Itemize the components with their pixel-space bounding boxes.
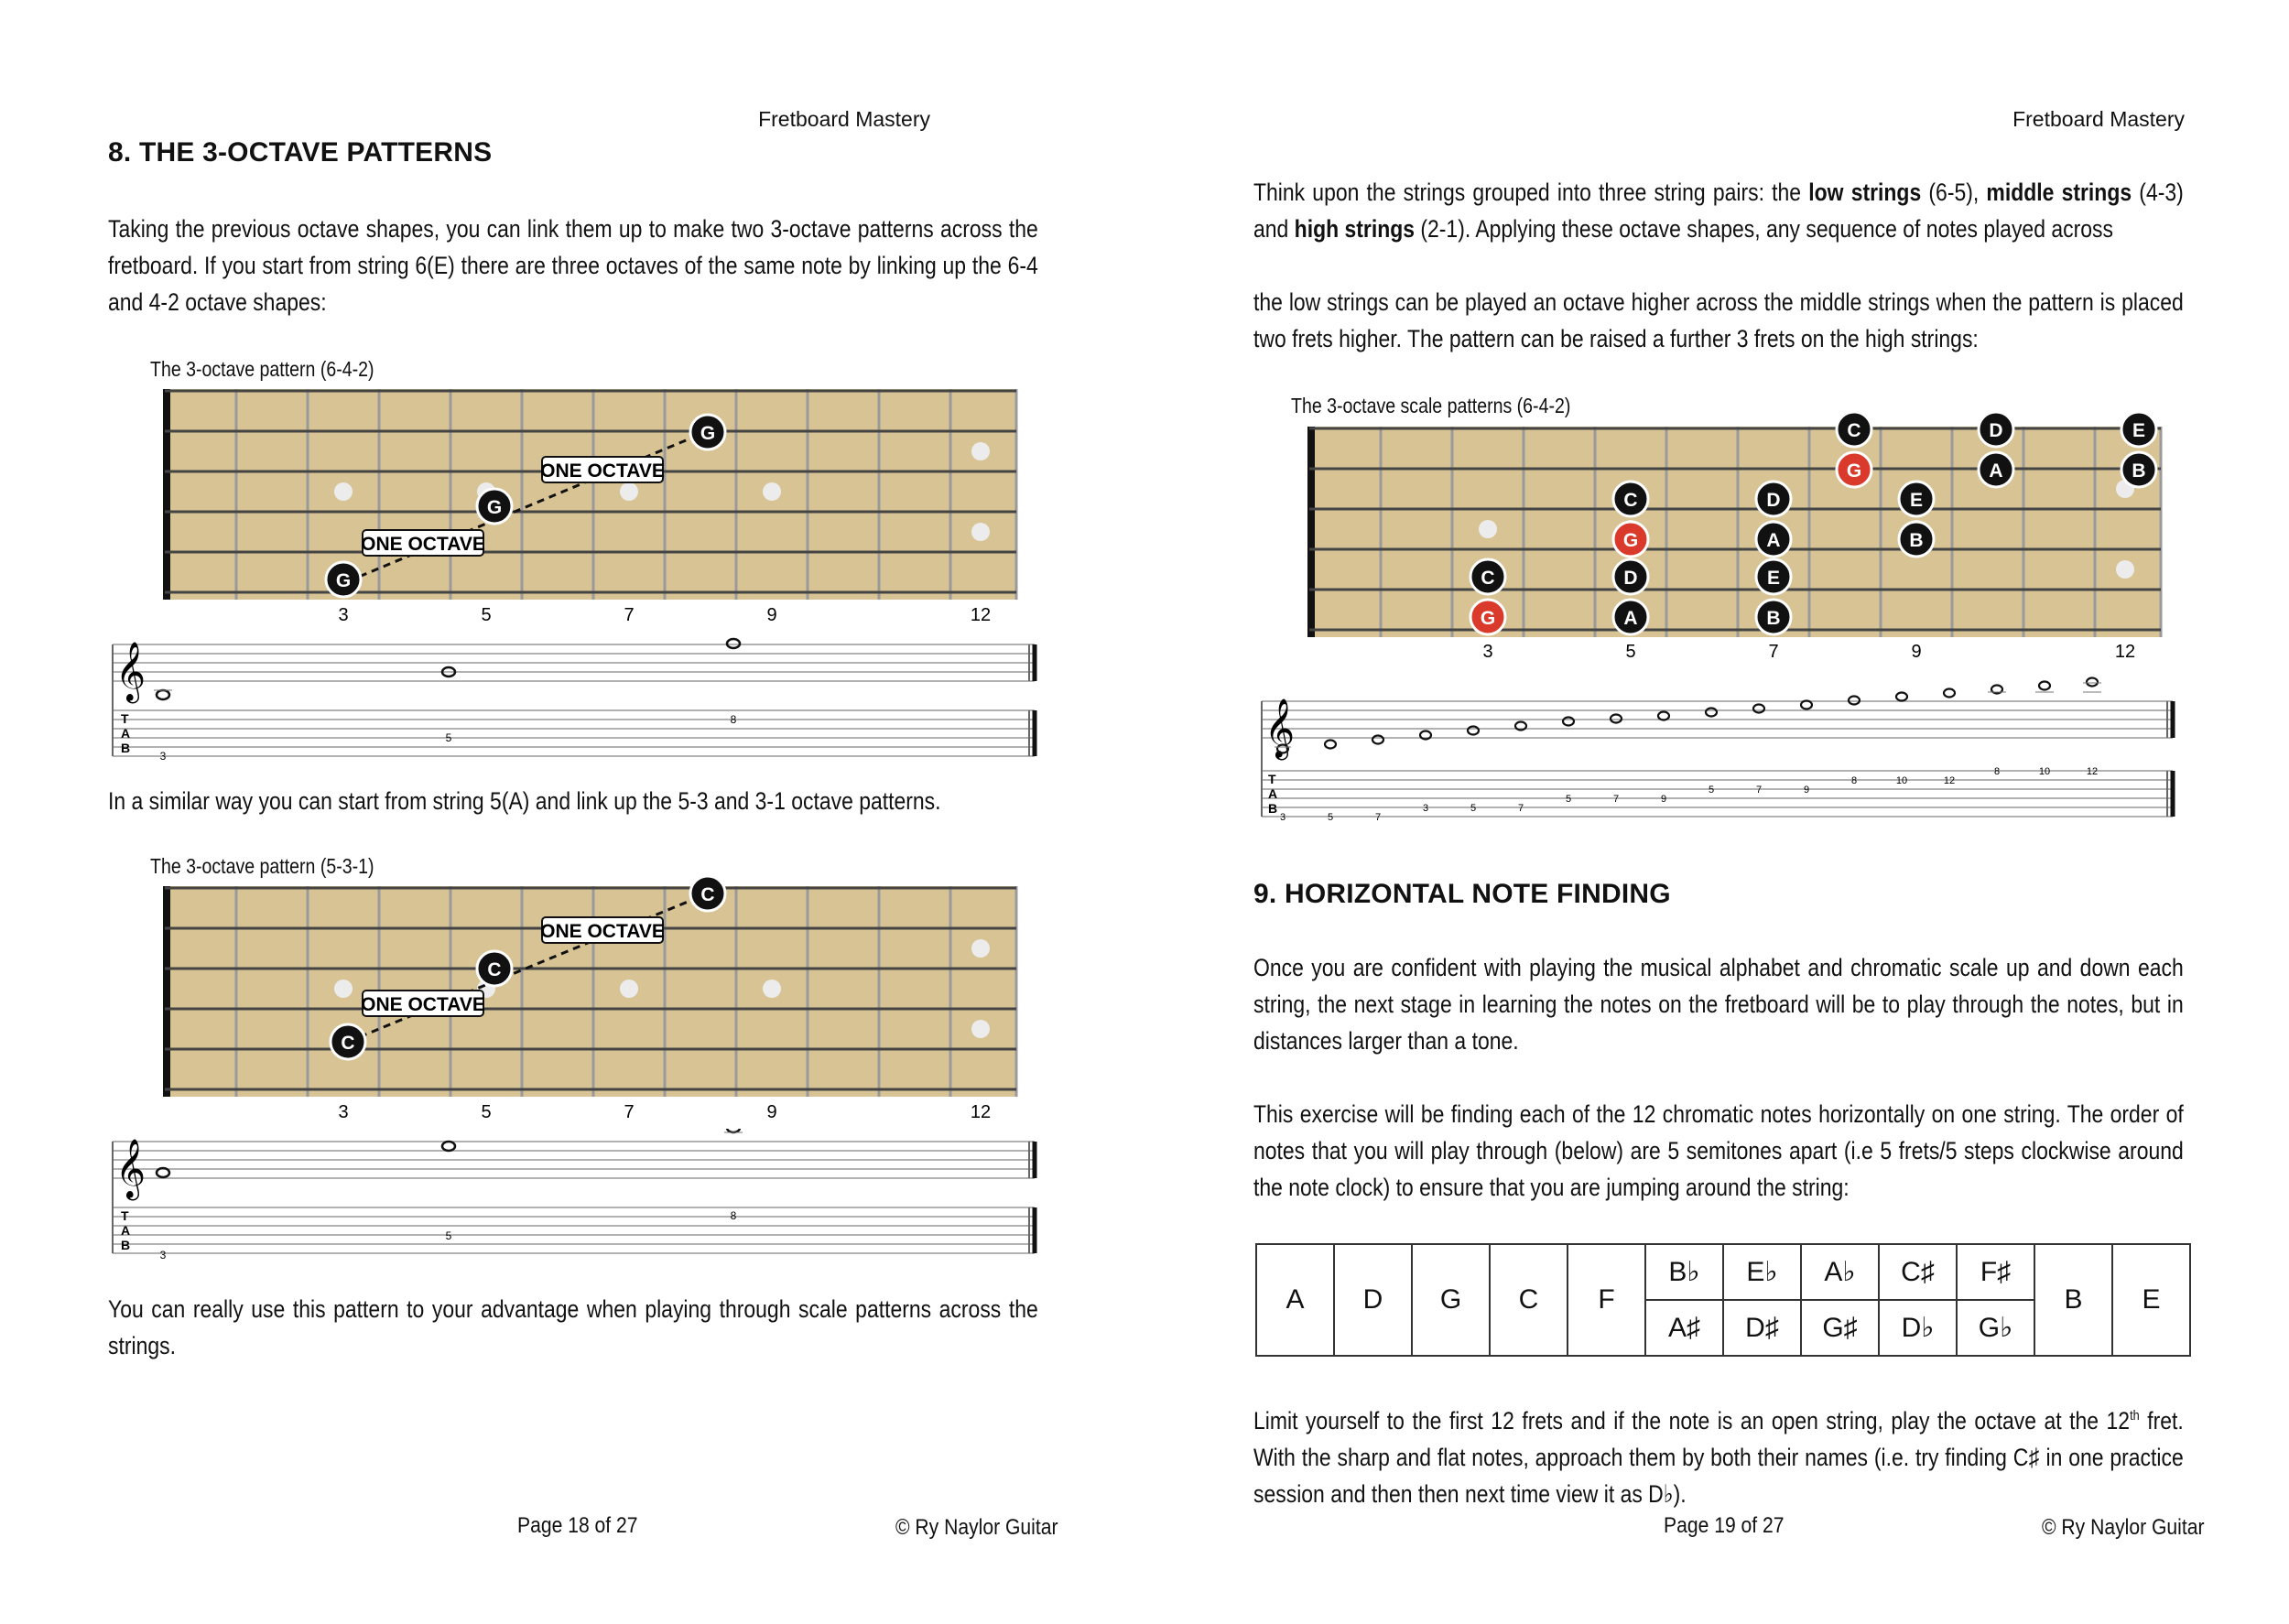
note-c-string5 — [331, 1024, 365, 1059]
svg-text:3: 3 — [338, 605, 349, 625]
svg-text:9: 9 — [1911, 642, 1922, 662]
svg-text:5: 5 — [445, 731, 452, 744]
note-cell-flat: G♭ — [1957, 1300, 2034, 1356]
svg-text:7: 7 — [1374, 812, 1382, 823]
note-b — [1756, 600, 1791, 634]
note-cell-sharp: F♯ — [1957, 1244, 2034, 1300]
svg-text:G: G — [1480, 608, 1496, 629]
tab-clef-icon: A — [121, 1223, 131, 1238]
note-c-string3 — [477, 951, 512, 986]
text-run: Think upon the strings grouped into three string pairs: the — [1253, 179, 1809, 206]
svg-text:9: 9 — [766, 605, 777, 625]
octave-label-text: ONE OCTAVE — [540, 460, 665, 482]
middle-strings-emphasis: middle strings — [1986, 179, 2132, 206]
fret-numbers — [1482, 642, 2135, 662]
note-g-string4 — [477, 489, 512, 524]
treble-clef-icon: 𝄞 — [115, 642, 146, 699]
second-paragraph: the low strings can be played an octave higher across the middle strings when the pattern is placed two frets higher. The pattern can be raised a further 3 frets on the high strings: — [1253, 288, 2184, 352]
octave-label-text: ONE OCTAVE — [361, 534, 485, 555]
note-d — [1979, 412, 2013, 447]
note-cell-flat: B♭ — [1645, 1244, 1723, 1300]
svg-text:3: 3 — [159, 750, 167, 763]
superscript: th — [2130, 1408, 2140, 1424]
svg-text:12: 12 — [970, 1102, 992, 1122]
svg-text:B: B — [1909, 530, 1924, 551]
page-number: Page 19 of 27 — [1664, 1513, 1785, 1538]
treble-clef-icon: 𝄞 — [115, 1139, 146, 1196]
note-cell: A — [1256, 1244, 1334, 1356]
tab-clef-icon: T — [121, 1208, 129, 1223]
octave-label-1 — [361, 530, 485, 556]
staff-and-tab-2 — [108, 1129, 1042, 1266]
diagram-caption: The 3-octave pattern (5-3-1) — [150, 854, 374, 878]
page-number: Page 18 of 27 — [517, 1513, 638, 1538]
tab-clef-icon: B — [121, 1238, 131, 1252]
svg-text:3: 3 — [338, 1102, 349, 1122]
note-e — [2121, 412, 2156, 447]
svg-text:5: 5 — [1470, 803, 1477, 814]
svg-text:E: E — [1909, 490, 1924, 511]
note-g-root — [1613, 522, 1648, 557]
svg-text:10: 10 — [2038, 766, 2051, 777]
note-e — [1756, 559, 1791, 594]
svg-text:A: A — [1989, 460, 2003, 482]
svg-text:9: 9 — [1803, 785, 1810, 796]
svg-text:C: C — [341, 1033, 355, 1054]
svg-text:C: C — [1623, 490, 1638, 511]
fretboard-wood — [165, 389, 1016, 600]
staff-and-tab-3 — [1257, 670, 2191, 830]
note-a — [1756, 522, 1791, 557]
svg-text:B: B — [1766, 608, 1781, 629]
svg-text:12: 12 — [970, 605, 992, 625]
tab-clef-icon: A — [121, 726, 131, 741]
svg-text:12: 12 — [1943, 775, 1956, 786]
svg-text:5: 5 — [481, 1102, 492, 1122]
tab-clef-icon: T — [121, 711, 129, 726]
text-run: (4-3) and — [1253, 179, 2184, 243]
note-cell: G — [1412, 1244, 1490, 1356]
svg-text:A: A — [1766, 530, 1781, 551]
svg-text:G: G — [486, 497, 503, 518]
svg-text:3: 3 — [159, 1249, 167, 1261]
svg-text:C: C — [1481, 568, 1495, 589]
note-cell: D — [1334, 1244, 1412, 1356]
low-strings-emphasis: low strings — [1808, 179, 1922, 206]
svg-text:3: 3 — [1482, 642, 1493, 662]
note-g-root — [1470, 600, 1505, 634]
note-cell: C — [1490, 1244, 1568, 1356]
tab-clef-icon: T — [1268, 772, 1276, 786]
svg-text:G: G — [1846, 460, 1862, 482]
staff-note — [442, 1142, 455, 1151]
note-cell: B — [2034, 1244, 2112, 1356]
string-pairs-paragraph — [1253, 174, 2184, 247]
text-run: (2-1). Applying these octave shapes, any sequence of notes played across — [1415, 215, 2113, 243]
svg-text:E: E — [2132, 420, 2146, 441]
note-b — [2121, 452, 2156, 487]
svg-text:10: 10 — [1895, 775, 1908, 786]
octave-label-2 — [540, 457, 665, 482]
left-page — [0, 0, 1144, 1624]
intro-paragraph: Taking the previous octave shapes, you can link them up to make two 3-octave patterns across the fretboard. If you start from string 6(E) there are three octaves of the same note by linking up the 6-4 and 4-2 octave shapes: — [108, 215, 1038, 316]
limit-paragraph — [1253, 1398, 2184, 1512]
svg-text:12: 12 — [2114, 642, 2136, 662]
note-c — [1837, 412, 1871, 447]
note-d — [1756, 482, 1791, 516]
note-c — [1613, 482, 1648, 516]
note-cell-sharp: D♯ — [1723, 1300, 1801, 1356]
svg-text:3: 3 — [1279, 812, 1286, 823]
note-cell-sharp: G♯ — [1801, 1300, 1879, 1356]
svg-text:12: 12 — [2086, 766, 2099, 777]
octave-label-2 — [540, 917, 665, 943]
octave-label-1 — [361, 991, 485, 1016]
note-cell-sharp: C♯ — [1879, 1244, 1957, 1300]
note-cell-sharp: A♯ — [1645, 1300, 1723, 1356]
svg-text:B: B — [2132, 460, 2146, 482]
note-c-string1 — [690, 877, 725, 911]
high-strings-emphasis: high strings — [1294, 215, 1416, 243]
note-cell: F — [1568, 1244, 1645, 1356]
svg-text:G: G — [1622, 530, 1639, 551]
page-header: Fretboard Mastery — [758, 107, 930, 131]
svg-text:C: C — [487, 959, 502, 980]
svg-text:D: D — [1623, 568, 1638, 589]
note-c — [1470, 559, 1505, 594]
svg-text:5: 5 — [1625, 642, 1636, 662]
svg-text:7: 7 — [1612, 794, 1620, 805]
svg-text:9: 9 — [766, 1102, 777, 1122]
treble-clef-icon: 𝄞 — [1264, 698, 1296, 756]
note-g-string2 — [690, 415, 725, 449]
staff-notes — [1277, 678, 2098, 753]
staff-note — [727, 1129, 740, 1132]
nut — [163, 886, 170, 1097]
note-order-table — [1255, 1243, 2191, 1357]
text-run: fret. With the sharp and flat notes, approach them by both their names (i.e. try finding C♯ in one practice session and then then next time view it as D♭). — [1253, 1407, 2184, 1508]
text-run: (6-5), — [1921, 179, 1987, 206]
svg-text:5: 5 — [1327, 812, 1334, 823]
note-a — [1979, 452, 2013, 487]
closing-paragraph: You can really use this pattern to your advantage when playing through scale patterns across the strings. — [108, 1295, 1038, 1359]
copyright: © Ry Naylor Guitar — [2042, 1515, 2205, 1540]
svg-text:7: 7 — [624, 605, 635, 625]
nut — [1307, 427, 1315, 637]
svg-text:8: 8 — [730, 1209, 737, 1222]
svg-text:C: C — [1847, 420, 1861, 441]
svg-text:9: 9 — [1660, 794, 1667, 805]
note-cell-flat: E♭ — [1723, 1244, 1801, 1300]
tab-clef-icon: B — [121, 741, 131, 755]
diagram-caption: The 3-octave pattern (6-4-2) — [150, 357, 374, 381]
fret-numbers — [338, 1102, 991, 1122]
tab-clef-icon: A — [1268, 786, 1278, 801]
svg-text:7: 7 — [1517, 803, 1524, 814]
section-title: 8. THE 3-OCTAVE PATTERNS — [108, 137, 493, 168]
svg-text:D: D — [1766, 490, 1781, 511]
staff-note — [727, 639, 740, 648]
svg-text:E: E — [1766, 568, 1781, 589]
note-cell-flat: D♭ — [1879, 1300, 1957, 1356]
svg-text:3: 3 — [1422, 803, 1429, 814]
fretboard-diagram-6-4-2 — [101, 380, 1044, 627]
svg-text:7: 7 — [1768, 642, 1779, 662]
svg-text:8: 8 — [730, 713, 737, 726]
svg-text:ONE OCTAVE: ONE OCTAVE — [361, 994, 485, 1015]
staff-and-tab-1 — [108, 632, 1042, 769]
fretboard-scale-diagram — [1245, 410, 2188, 665]
nut — [163, 389, 170, 600]
copyright: © Ry Naylor Guitar — [895, 1515, 1058, 1540]
svg-text:5: 5 — [481, 605, 492, 625]
note-cell-flat: A♭ — [1801, 1244, 1879, 1300]
svg-text:5: 5 — [1708, 785, 1715, 796]
confident-paragraph: Once you are confident with playing the musical alphabet and chromatic scale up and down each string, the next stage in learning the notes on the fretboard will be to play through the notes, but in distances larger than a tone. — [1253, 954, 2184, 1055]
svg-text:7: 7 — [1755, 785, 1763, 796]
diagram-caption: The 3-octave scale patterns (6-4-2) — [1291, 394, 1571, 417]
fretboard-diagram-5-3-1 — [101, 877, 1044, 1124]
fret-numbers — [338, 605, 991, 625]
note-a — [1613, 600, 1648, 634]
note-b — [1899, 522, 1934, 557]
right-page — [1144, 0, 2289, 1624]
note-d — [1613, 559, 1648, 594]
note-g-root — [1837, 452, 1871, 487]
svg-text:C: C — [700, 884, 715, 905]
note-e — [1899, 482, 1934, 516]
staff-note — [157, 690, 169, 699]
svg-text:D: D — [1989, 420, 2003, 441]
svg-text:G: G — [700, 423, 716, 444]
section-title: 9. HORIZONTAL NOTE FINDING — [1253, 879, 1671, 909]
page-header: Fretboard Mastery — [2012, 107, 2185, 131]
svg-text:7: 7 — [624, 1102, 635, 1122]
svg-text:G: G — [335, 570, 352, 591]
exercise-paragraph: This exercise will be finding each of the 12 chromatic notes horizontally on one string. The order of notes that you will play through (below) are 5 semitones apart (i.e 5 frets/5 steps clockwise around the note clock) to ensure that you are jumping around the string: — [1253, 1100, 2184, 1201]
tab-numbers — [1280, 766, 2098, 823]
note-cell: E — [2112, 1244, 2190, 1356]
text-run: Limit yourself to the first 12 frets and if the note is an open string, play the octave at the 12 — [1253, 1407, 2131, 1435]
svg-text:5: 5 — [1565, 794, 1572, 805]
middle-paragraph: In a similar way you can start from string 5(A) and link up the 5-3 and 3-1 octave patterns. — [108, 787, 941, 815]
note-g-string6 — [326, 562, 361, 597]
svg-text:8: 8 — [1993, 766, 2001, 777]
svg-text:A: A — [1623, 608, 1638, 629]
tab-clef-icon: B — [1268, 801, 1278, 816]
svg-text:8: 8 — [1850, 775, 1858, 786]
svg-text:5: 5 — [445, 1229, 452, 1242]
svg-text:ONE OCTAVE: ONE OCTAVE — [540, 921, 665, 942]
